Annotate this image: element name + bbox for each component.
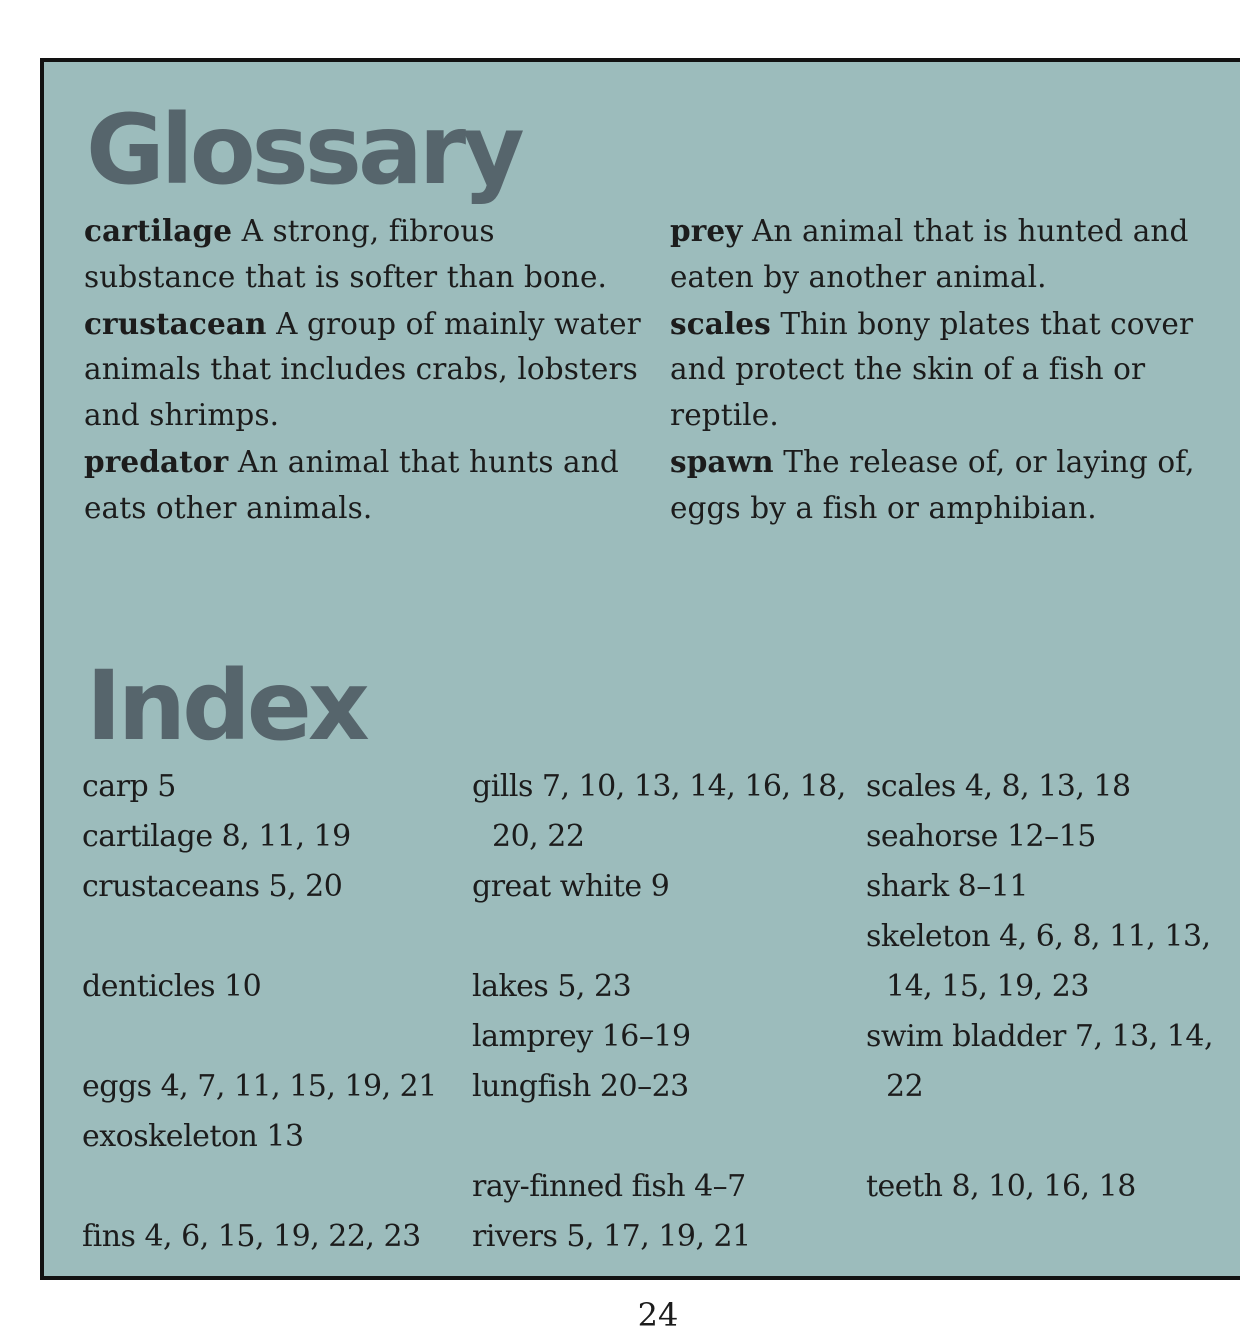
index-entry: fins 4, 6, 15, 19, 22, 23 [82, 1219, 421, 1254]
glossary-entry [670, 301, 1230, 439]
index-column-3 [866, 762, 1236, 1262]
index-entry: gills 7, 10, 13, 14, 16, 18, [472, 769, 846, 804]
glossary-definition: An animal that hunts and eats other animals. [84, 444, 619, 525]
index-entry: cartilage 8, 11, 19 [82, 819, 351, 854]
index-entry: lungfish 20–23 [472, 1069, 689, 1104]
index-heading: Index [86, 650, 366, 762]
index-entry: eggs 4, 7, 11, 15, 19, 21 [82, 1069, 437, 1104]
glossary-right-column [670, 208, 1230, 532]
index-entry: skeleton 4, 6, 8, 11, 13, [866, 919, 1211, 954]
glossary-term: cartilage [84, 213, 233, 248]
index-entry: scales 4, 8, 13, 18 [866, 769, 1131, 804]
index-entry: crustaceans 5, 20 [82, 869, 343, 904]
glossary-term: spawn [670, 443, 774, 479]
index-column-1 [82, 762, 462, 1262]
glossary-entry [670, 439, 1230, 532]
index-entry [472, 1112, 862, 1162]
index-entry: rivers 5, 17, 19, 21 [472, 1219, 751, 1254]
glossary-heading: Glossary [86, 94, 521, 206]
index-entry [472, 912, 862, 962]
index-entry: swim bladder 7, 13, 14, [866, 1019, 1213, 1054]
glossary-definition: A group of mainly water animals that includes crabs, lobsters and shrimps. [84, 306, 641, 433]
index-entry [866, 1212, 1236, 1262]
index-entry: teeth 8, 10, 16, 18 [866, 1169, 1136, 1204]
glossary-entry [670, 208, 1230, 301]
index-column-2 [472, 762, 862, 1262]
glossary-term: predator [84, 443, 229, 479]
index-entry: lakes 5, 23 [472, 969, 632, 1004]
index-entry: exoskeleton 13 [82, 1119, 304, 1154]
glossary-index-panel [40, 58, 1240, 1280]
index-entry [866, 1112, 1236, 1162]
glossary-definition: The release of, or laying of, eggs by a fish or amphibian. [670, 444, 1195, 525]
index-entry-continuation: 22 [886, 1069, 924, 1104]
glossary-left-column [84, 208, 644, 532]
glossary-term: crustacean [84, 305, 267, 341]
index-entry-continuation: 20, 22 [492, 819, 585, 854]
glossary-definition: A strong, fibrous substance that is softer than bone. [84, 214, 607, 294]
index-entry: lamprey 16–19 [472, 1019, 691, 1054]
index-entry: ray-finned fish 4–7 [472, 1169, 746, 1204]
index-entry [82, 1012, 462, 1062]
index-entry [82, 1162, 462, 1212]
glossary-definition: Thin bony plates that cover and protect the skin of a fish or reptile. [670, 306, 1194, 433]
index-entry: shark 8–11 [866, 869, 1028, 904]
glossary-entry [84, 208, 644, 301]
glossary-definition: An animal that is hunted and eaten by another animal. [670, 214, 1189, 294]
glossary-term: scales [670, 305, 771, 341]
index-entry: seahorse 12–15 [866, 819, 1096, 854]
glossary-term: prey [670, 213, 743, 248]
glossary-entry [84, 301, 644, 439]
index-entry: denticles 10 [82, 969, 262, 1004]
glossary-entry [84, 439, 644, 532]
index-entry: great white 9 [472, 869, 670, 904]
index-entry [82, 912, 462, 962]
page-number: 24 [637, 1296, 679, 1334]
index-entry-continuation: 14, 15, 19, 23 [886, 969, 1089, 1004]
index-entry: carp 5 [82, 769, 176, 804]
